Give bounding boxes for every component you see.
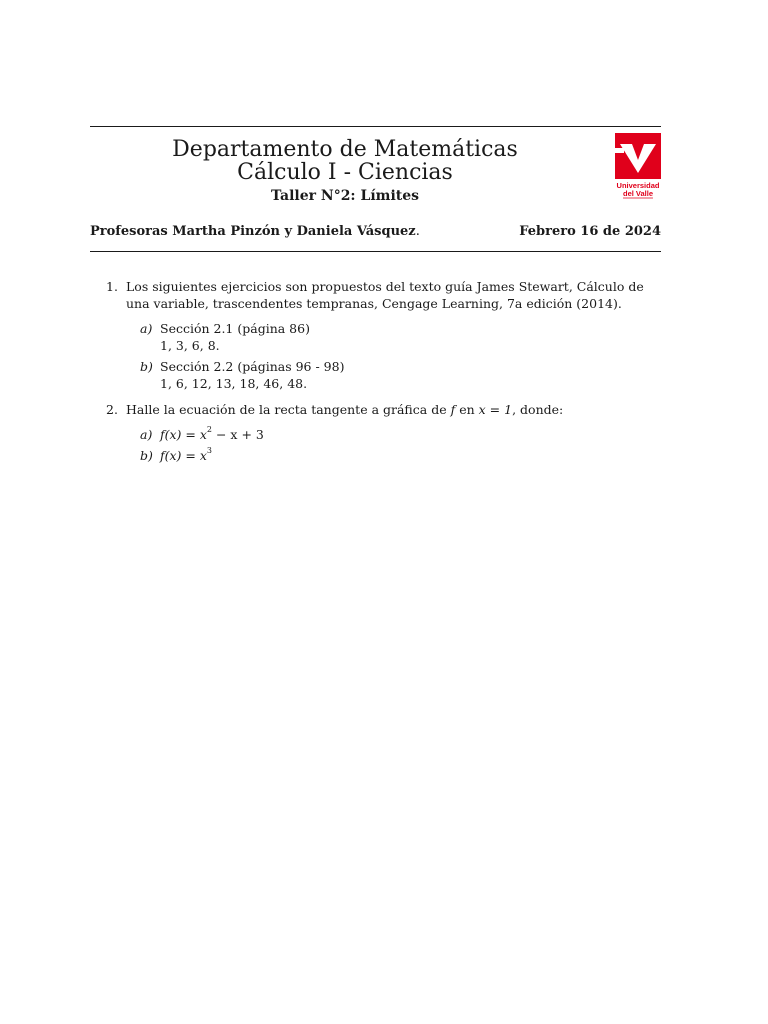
- exercise-text: Halle la ecuación de la recta tangente a gráfica de f en x = 1, donde:: [126, 402, 564, 417]
- bottom-rule: [90, 251, 661, 252]
- department-title: Departamento de Matemáticas: [172, 137, 518, 162]
- title-block: [150, 138, 540, 206]
- exercise-part: [126, 447, 661, 464]
- logo-text-line1: Universidad: [616, 181, 660, 190]
- date: Febrero 16 de 2024: [519, 224, 661, 239]
- part-function: $f(x) = x^3$: [160, 445, 212, 463]
- logo-text-line2: del Valle: [622, 189, 654, 198]
- exercise-2: [90, 401, 661, 464]
- authors: [90, 224, 420, 239]
- exercise-part: [126, 358, 661, 392]
- workshop-subtitle: Taller N°2: Límites: [270, 188, 420, 204]
- universidad-del-valle-logo: [615, 133, 661, 199]
- exercise-1: [90, 278, 661, 392]
- part-label: a): [140, 321, 153, 336]
- authors-text: Profesoras Martha Pinzón y Daniela Vásquez: [90, 224, 416, 239]
- part-section: Sección 2.2 (páginas 96 - 98): [160, 359, 345, 374]
- top-rule: [90, 126, 661, 127]
- exercise-number: 1.: [106, 279, 118, 294]
- part-function: $f(x) = x^2 - x + 3$: [160, 424, 264, 442]
- authors-punct: .: [415, 224, 420, 239]
- exercise-list: [90, 278, 661, 473]
- exercise-part: [126, 320, 661, 354]
- part-section: Sección 2.1 (página 86): [160, 321, 310, 336]
- exercise-part: [126, 426, 661, 443]
- part-label: a): [140, 427, 153, 442]
- course-title: Cálculo I - Ciencias: [237, 160, 453, 185]
- part-label: b): [140, 359, 153, 374]
- part-problems: 1, 3, 6, 8.: [160, 338, 220, 353]
- part-label: b): [140, 448, 153, 463]
- part-problems: 1, 6, 12, 13, 18, 46, 48.: [160, 376, 308, 391]
- exercise-text: Los siguientes ejercicios son propuestos del texto guía James Stewart, Cálculo de una variable, trascendentes tempranas, Cengage Learning, 7a edición (2014).: [126, 279, 644, 311]
- exercise-number: 2.: [106, 402, 118, 417]
